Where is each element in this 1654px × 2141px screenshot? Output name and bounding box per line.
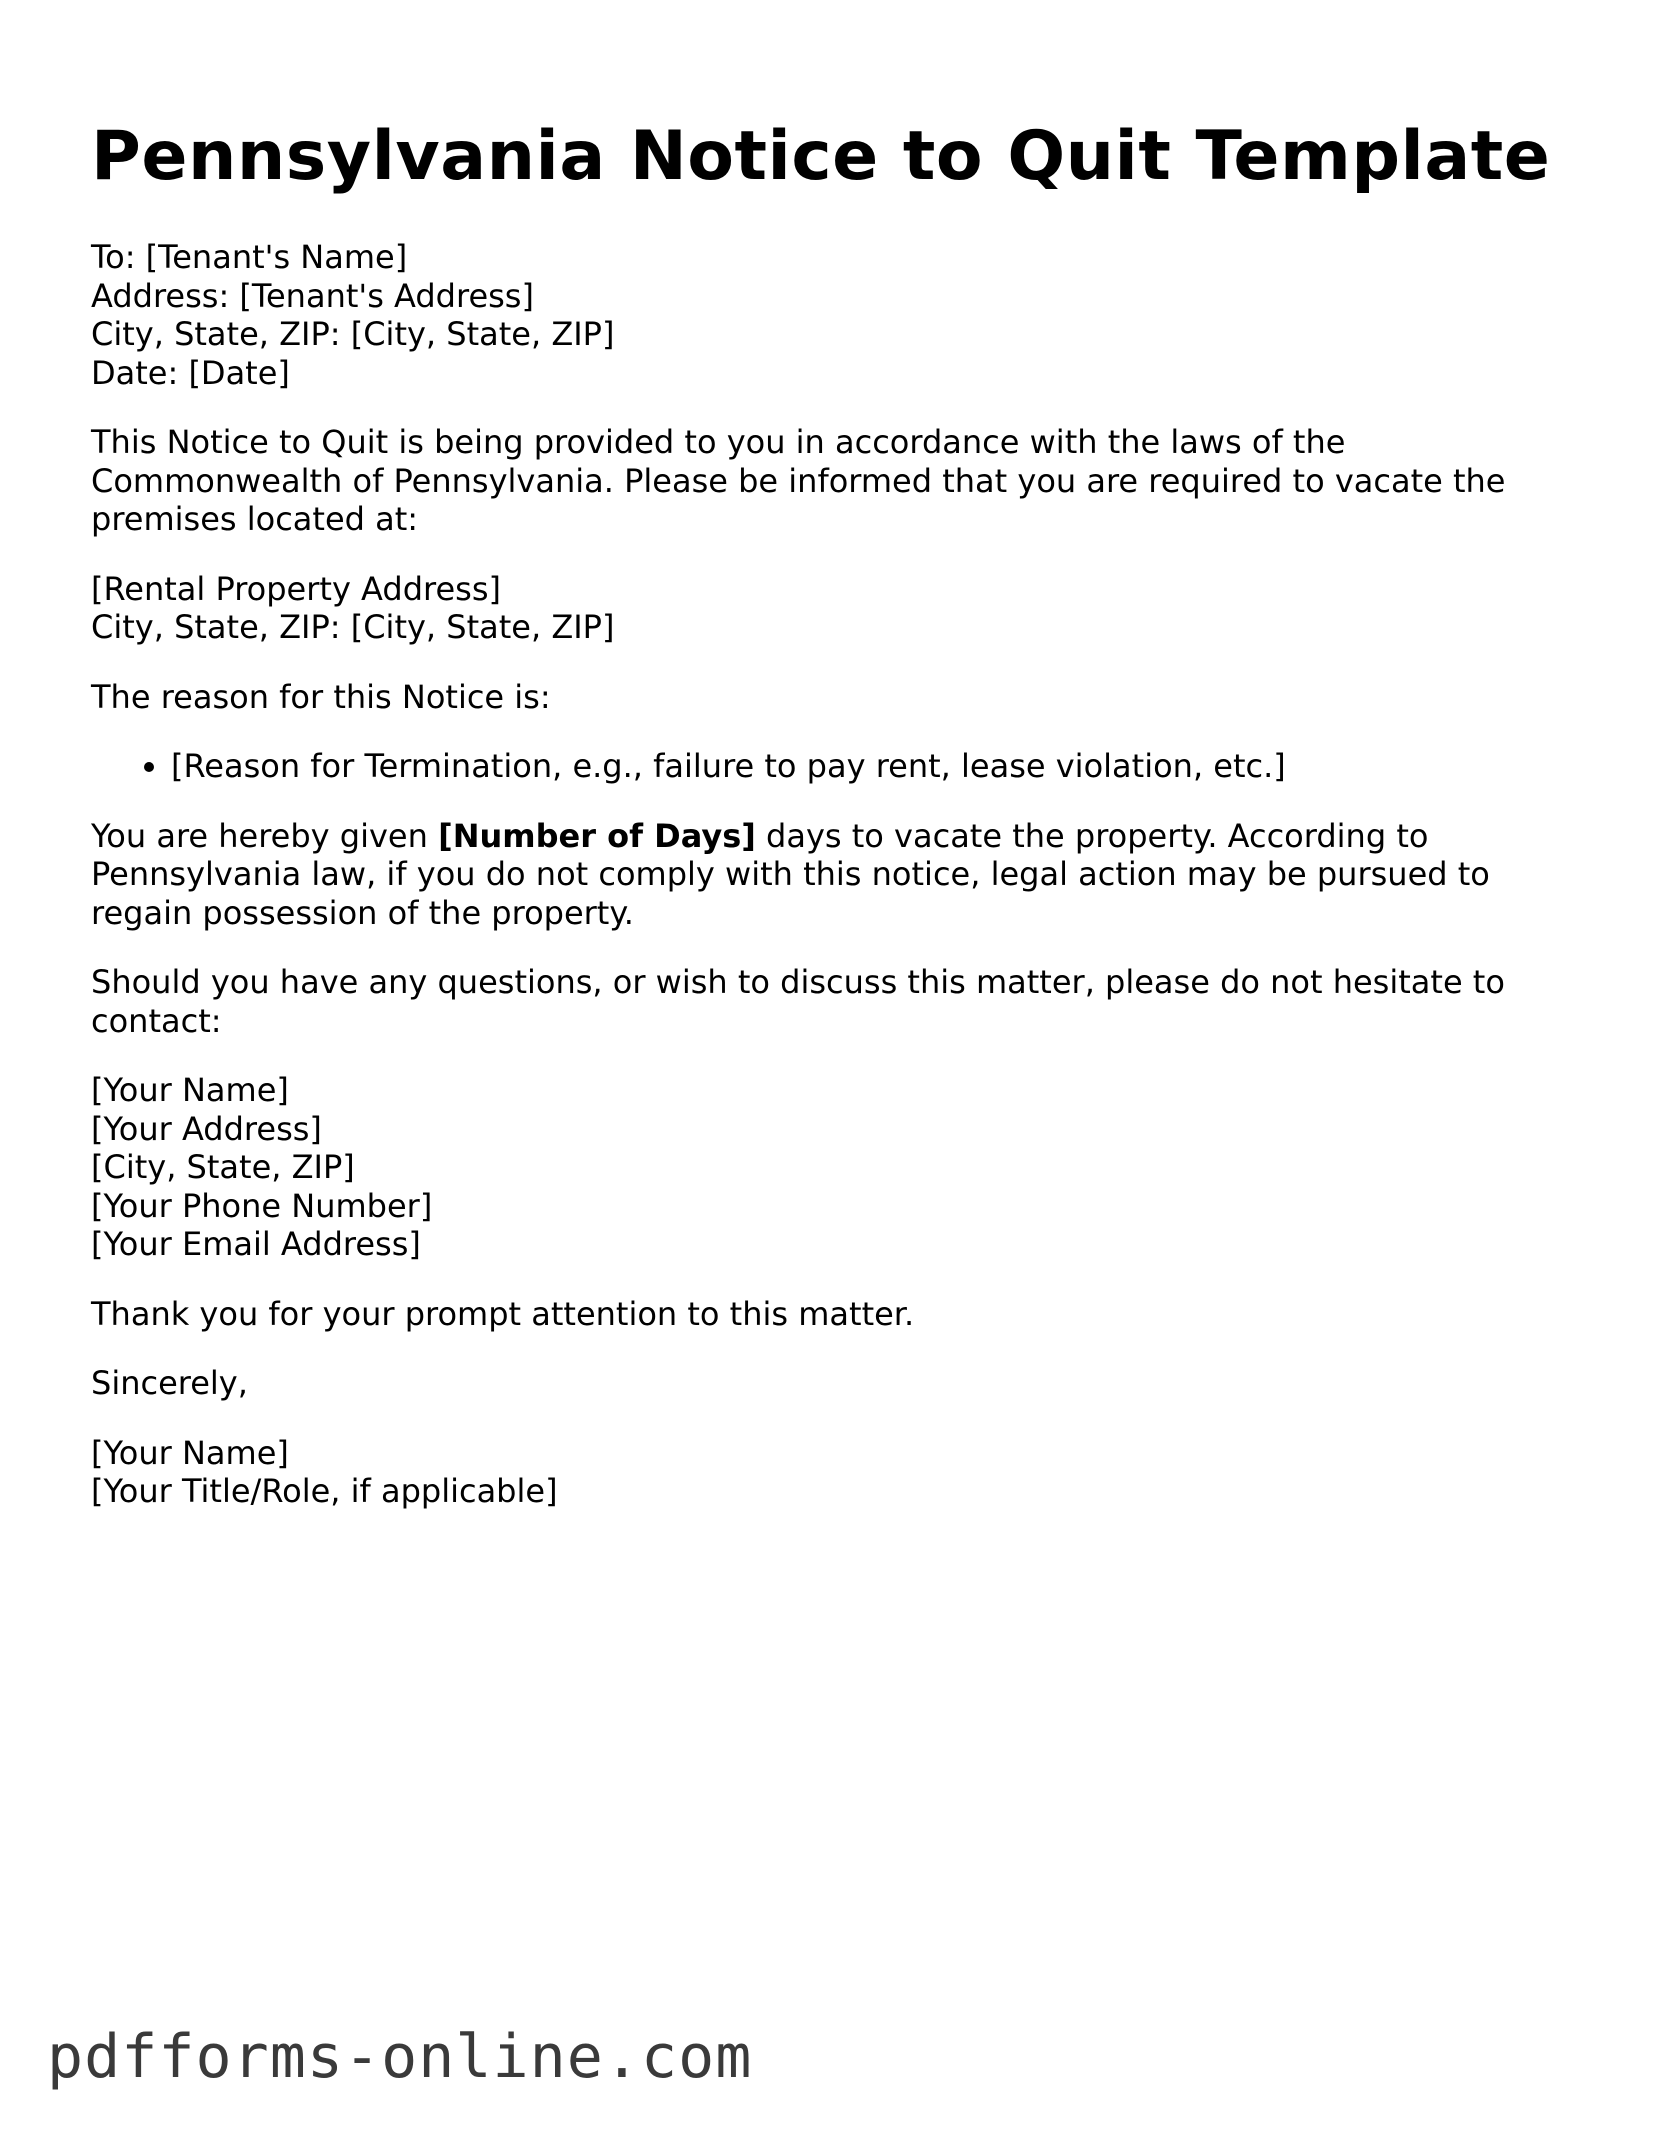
intro-line: This Notice to Quit is being provided to you in accordance with the laws of the — [91, 423, 1346, 461]
deadline-paragraph — [91, 817, 1571, 933]
closing-line: Sincerely, — [91, 1364, 248, 1402]
contact-block — [91, 1071, 1571, 1264]
deadline-prefix: You are hereby given — [91, 816, 439, 855]
reason-item: • [Reason for Termination, e.g., failure to pay rent, lease violation, etc.] — [171, 747, 1571, 786]
recipient-address: Address: [Tenant's Address] — [91, 276, 534, 315]
reason-heading: The reason for this Notice is: — [91, 677, 551, 716]
deadline-line: regain possession of the property. — [91, 893, 634, 932]
contact-intro-line: contact: — [91, 1001, 222, 1040]
reasons-list — [91, 747, 1571, 786]
contact-phone: [Your Phone Number] — [91, 1186, 433, 1225]
recipient-to: To: [Tenant's Name] — [91, 238, 408, 276]
deadline-suffix: days to vacate the property. According to — [755, 816, 1429, 855]
contact-intro — [91, 963, 1571, 1040]
property-block — [91, 570, 1571, 647]
page-title: Pennsylvania Notice to Quit Template — [91, 117, 1551, 196]
contact-city-state-zip: [City, State, ZIP] — [91, 1148, 355, 1186]
signature-name: [Your Name] — [91, 1433, 289, 1472]
document-page — [91, 0, 1571, 1511]
contact-address: [Your Address] — [91, 1109, 322, 1148]
intro-paragraph — [91, 423, 1571, 539]
intro-line: premises located at: — [91, 500, 419, 538]
property-address: [Rental Property Address] — [91, 569, 501, 608]
contact-intro-line: Should you have any questions, or wish to discuss this matter, please do not hesitate to — [91, 963, 1505, 1001]
thanks-line: Thank you for your prompt attention to this matter. — [91, 1294, 915, 1333]
deadline-line — [91, 817, 1571, 856]
signature-title: [Your Title/Role, if applicable] — [91, 1472, 558, 1510]
contact-name: [Your Name] — [91, 1071, 289, 1109]
days-placeholder: [Number of Days] — [438, 816, 756, 855]
contact-email: [Your Email Address] — [91, 1225, 421, 1263]
signature-block — [91, 1434, 1571, 1511]
watermark: pdfforms-online.com — [47, 2022, 753, 2092]
deadline-line: Pennsylvania law, if you do not comply with this notice, legal action may be pursued to — [91, 855, 1490, 893]
recipient-block — [91, 238, 1571, 392]
property-city-state-zip: City, State, ZIP: [City, State, ZIP] — [91, 608, 615, 646]
recipient-city-state-zip: City, State, ZIP: [City, State, ZIP] — [91, 315, 615, 353]
intro-line: Commonwealth of Pennsylvania. Please be informed that you are required to vacate the — [91, 461, 1506, 500]
notice-date: Date: [Date] — [91, 353, 290, 392]
